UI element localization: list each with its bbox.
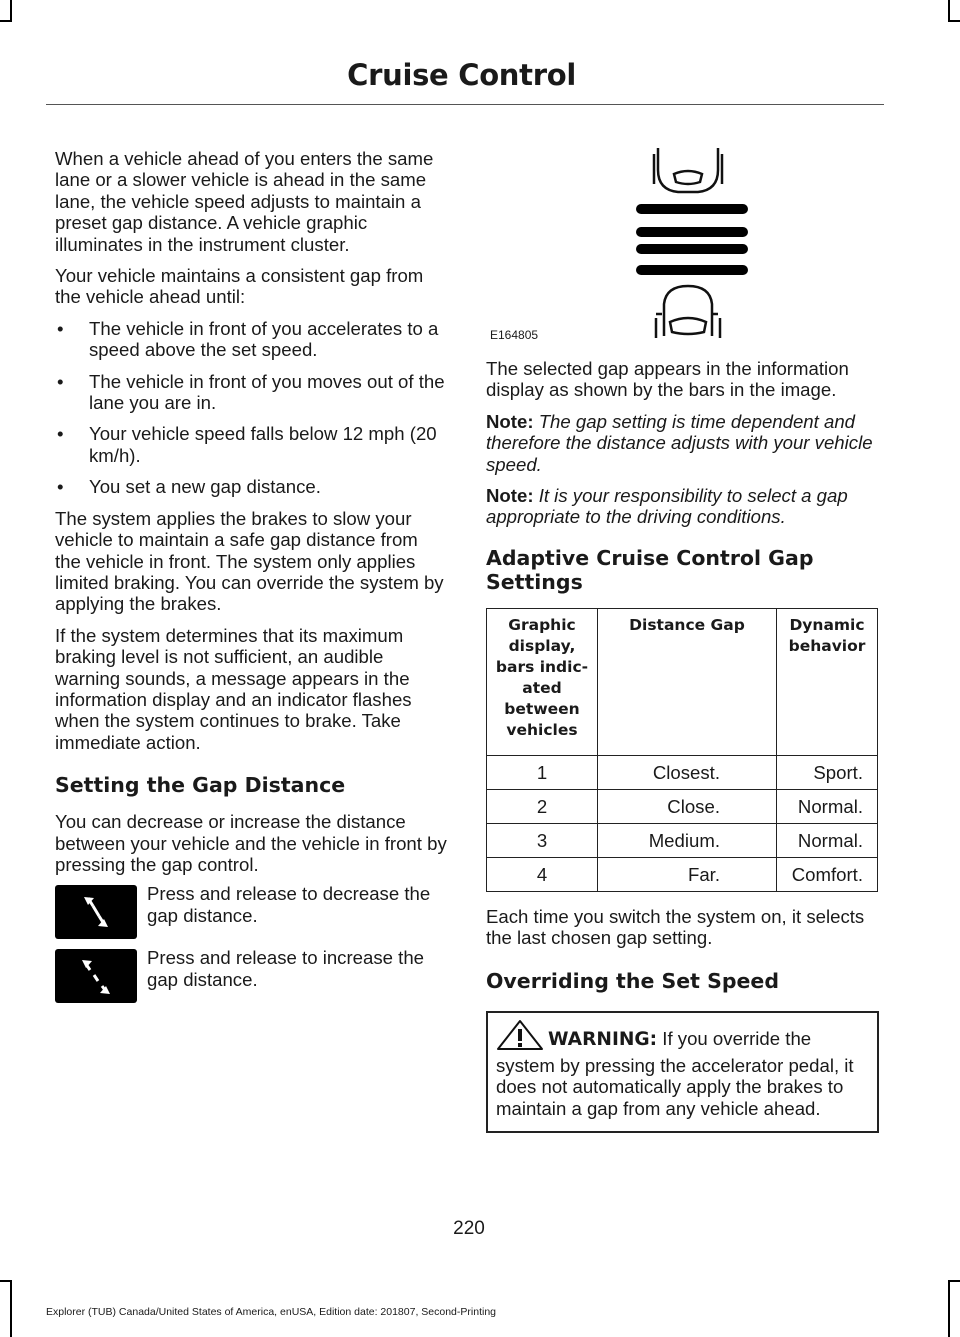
- intro-paragraph: When a vehicle ahead of you enters the same lane or a slower vehicle is ahead in the same lane, the vehicle speed adjusts to maintain a preset gap distance. A vehicle graphic illuminates in the instrument cluster.: [55, 148, 434, 255]
- warning-text: If you override the system by pressing the accelerator pedal, it does not automatically apply the brakes to maintain a gap from any vehicle ahead.: [496, 1027, 854, 1119]
- warning-label: WARNING:: [548, 1028, 658, 1050]
- crop-mark: [0, 20, 12, 22]
- column-header: Dynamic behavior: [777, 608, 878, 755]
- behavior-cell: Comfort.: [777, 857, 878, 891]
- bars-cell: 4: [487, 857, 598, 891]
- conditions-list: [55, 318, 448, 498]
- warning-icon: [496, 1019, 544, 1055]
- table-row: [487, 755, 878, 789]
- footer-text: Explorer (TUB) Canada/United States of America, enUSA, Edition date: 201807, Second-Printing: [46, 1306, 496, 1318]
- warning-box: [486, 1011, 879, 1134]
- note-label: Note:: [486, 410, 534, 432]
- crop-mark: [948, 1280, 950, 1337]
- table-row: [487, 823, 878, 857]
- bullet-glyph: •: [57, 423, 64, 445]
- behavior-cell: Normal.: [777, 789, 878, 823]
- table-row: [487, 789, 878, 823]
- note-text: The gap setting is time dependent and therefore the distance adjusts with your vehicle speed.: [486, 410, 873, 475]
- list-item-text: The vehicle in front of you moves out of the lane you are in.: [89, 370, 445, 414]
- gap-settings-table: [486, 608, 878, 892]
- gap-bars: [636, 204, 748, 275]
- distance-cell: Close.: [598, 789, 777, 823]
- setting-gap-heading: Setting the Gap Distance: [55, 773, 346, 798]
- brakes-paragraph: The system applies the brakes to slow your vehicle to maintain a safe gap distance from the vehicle in front. The system only applies limited braking. You can override the system by applying the brakes.: [55, 507, 444, 615]
- lead-vehicle-icon: [648, 148, 730, 196]
- crop-mark: [10, 1280, 12, 1337]
- max-braking-paragraph: If the system determines that its maximum braking level is not sufficient, an audible warning sounds, a message appears in the information display and an indicator flashes when the system continues to brake. Take immediate action.: [55, 624, 412, 753]
- list-item: [55, 423, 448, 466]
- list-item-text: Your vehicle speed falls below 12 mph (20 km/h).: [89, 423, 437, 466]
- crop-mark: [948, 0, 950, 22]
- figure-id: E164805: [490, 328, 539, 342]
- list-item-text: The vehicle in front of you accelerates to a speed above the set speed.: [89, 317, 439, 361]
- decrease-gap-row: [55, 885, 448, 939]
- increase-gap-row: [55, 949, 448, 1003]
- list-item: [55, 371, 448, 414]
- table-header-row: [487, 608, 878, 755]
- note-label: Note:: [486, 485, 534, 507]
- page-number: 220: [453, 1218, 485, 1239]
- gap-display-illustration: [486, 146, 879, 346]
- page-title: Cruise Control: [347, 58, 576, 92]
- note-paragraph: [486, 485, 879, 528]
- title-divider: [46, 104, 884, 105]
- column-header: Graphic display, bars indic-ated between vehicles: [487, 608, 598, 755]
- gap-settings-heading: Adaptive Cruise Control Gap Settings: [486, 545, 814, 594]
- distance-cell: Medium.: [598, 823, 777, 857]
- distance-cell: Closest.: [598, 755, 777, 789]
- behavior-cell: Sport.: [777, 755, 878, 789]
- bars-cell: 3: [487, 823, 598, 857]
- selected-gap-paragraph: The selected gap appears in the information display as shown by the bars in the image.: [486, 358, 849, 401]
- increase-gap-icon: [55, 949, 137, 1003]
- decrease-gap-text: Press and release to decrease the gap distance.: [147, 883, 431, 926]
- column-header: Distance Gap: [598, 608, 777, 755]
- behavior-cell: Normal.: [777, 823, 878, 857]
- crop-mark: [948, 1280, 960, 1282]
- crop-mark: [10, 0, 12, 22]
- bars-cell: 1: [487, 755, 598, 789]
- bullet-glyph: •: [57, 370, 64, 392]
- list-item: [55, 318, 448, 361]
- right-column: [486, 358, 879, 1133]
- list-item: [55, 476, 448, 497]
- bullet-glyph: •: [57, 317, 64, 339]
- table-row: [487, 857, 878, 891]
- distance-cell: Far.: [598, 857, 777, 891]
- each-time-paragraph: Each time you switch the system on, it selects the last chosen gap setting.: [486, 905, 865, 949]
- setting-intro-paragraph: You can decrease or increase the distance between your vehicle and the vehicle in front by pressing the gap control.: [55, 811, 447, 875]
- maintains-paragraph: Your vehicle maintains a consistent gap from the vehicle ahead until:: [55, 265, 424, 308]
- bullet-glyph: •: [57, 476, 64, 498]
- override-heading: Overriding the Set Speed: [486, 968, 780, 993]
- list-item-text: You set a new gap distance.: [89, 476, 321, 498]
- left-column: [55, 148, 448, 1013]
- crop-mark: [0, 1280, 12, 1282]
- decrease-gap-icon: [55, 885, 137, 939]
- bars-cell: 2: [487, 789, 598, 823]
- note-paragraph: [486, 411, 879, 475]
- increase-gap-text: Press and release to increase the gap distance.: [147, 947, 424, 990]
- crop-mark: [948, 20, 960, 22]
- note-text: It is your responsibility to select a gap appropriate to the driving conditions.: [486, 485, 848, 528]
- own-vehicle-icon: [656, 286, 720, 338]
